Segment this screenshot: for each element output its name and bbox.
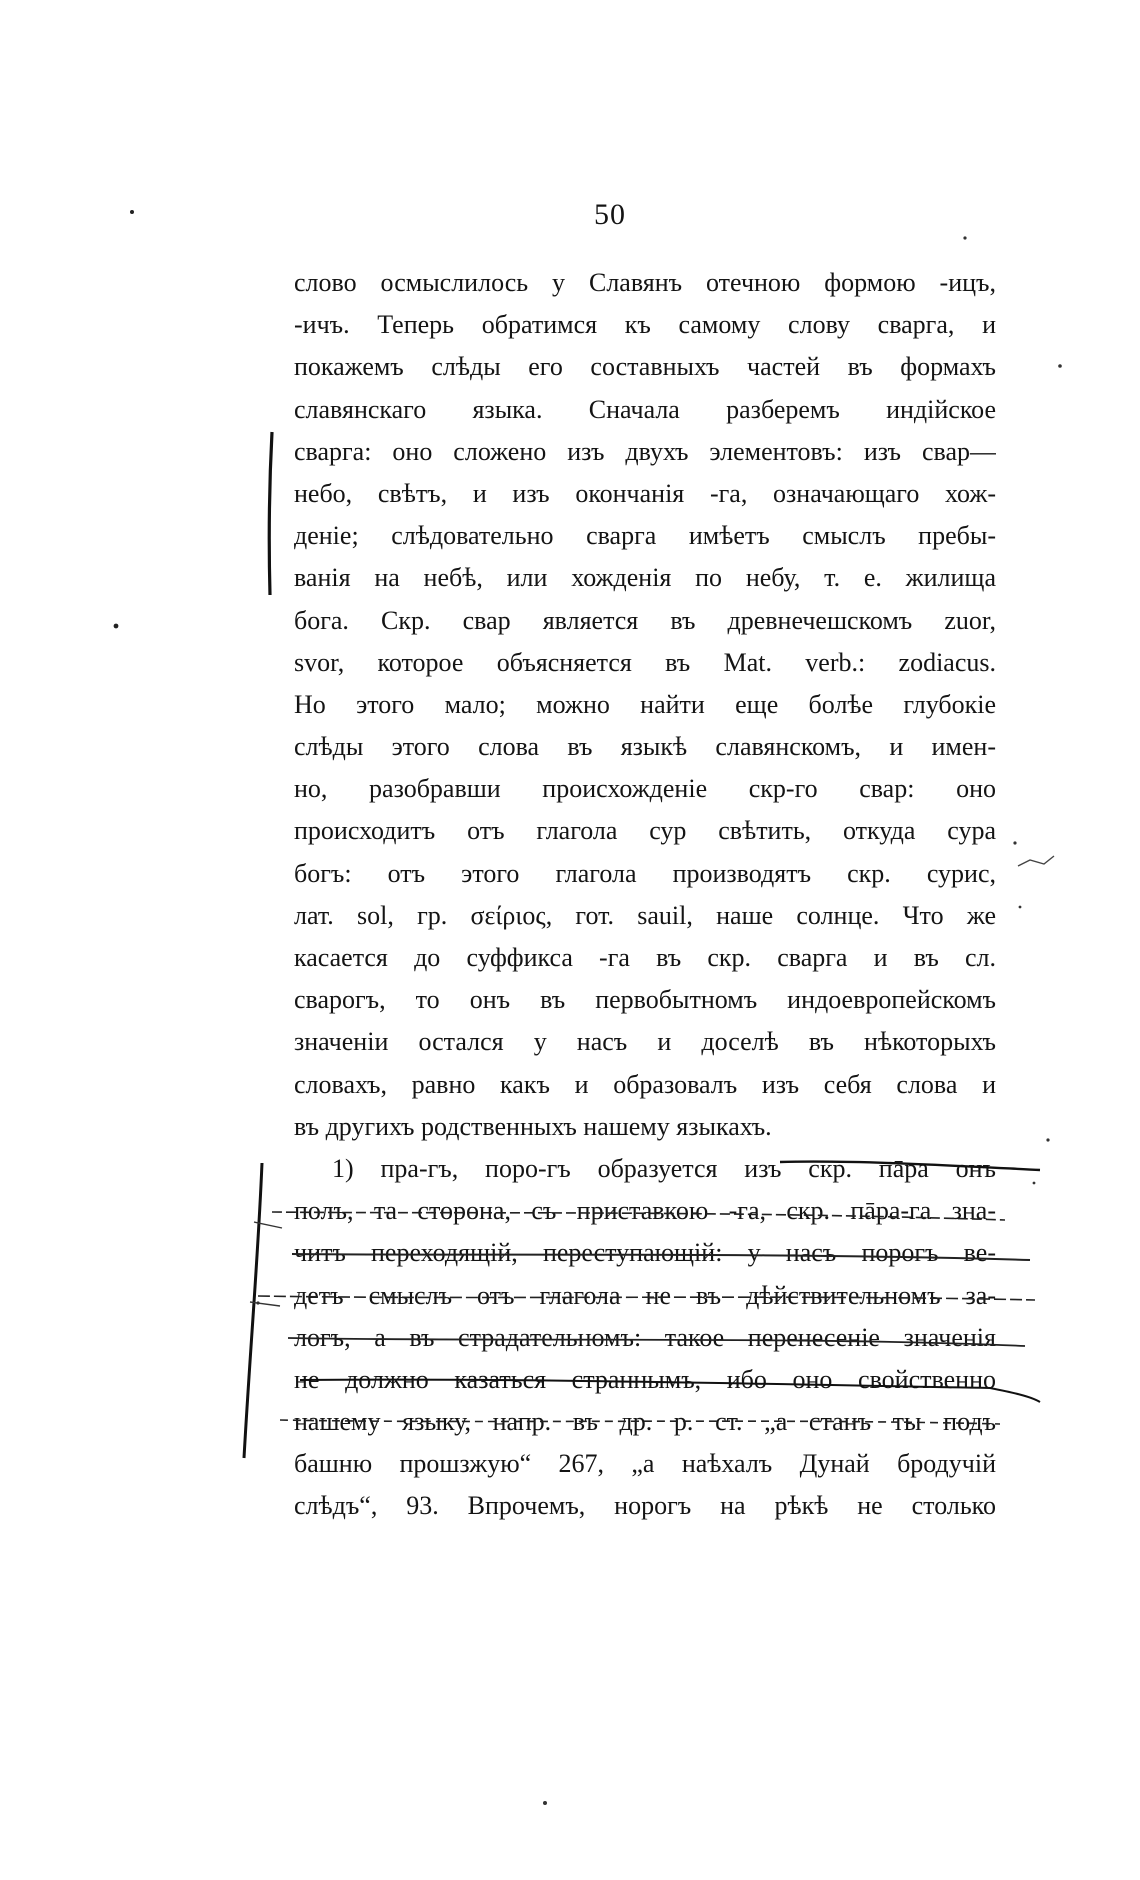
margin-tick xyxy=(250,1302,280,1306)
ink-speck xyxy=(1058,364,1062,368)
ink-speck xyxy=(114,624,119,629)
text-line-29: башню прошзжую“ 267, „а наѣхалъ Дунай бродучій xyxy=(294,1449,996,1479)
text-line-30: слѣдъ“, 93. Впрочемъ, норогъ на рѣкѣ не столько xyxy=(294,1491,996,1521)
text-line-27: не должно казаться страннымъ, ибо оно свойственно xyxy=(294,1364,996,1394)
text-line-11: Но этого мало; можно найти еще болѣе глубокіе xyxy=(294,689,996,719)
ink-speck xyxy=(130,210,134,214)
text-line-3: покажемъ слѣды его составныхъ частей въ формахъ xyxy=(294,352,996,382)
margin-bracket-upper xyxy=(269,432,272,595)
text-line-2: -ичъ. Теперь обратимся къ самому слову сварга, и xyxy=(294,310,996,340)
text-line-28: нашему языку, напр. въ др. р. ст. „а станъ ты подъ xyxy=(294,1407,996,1437)
text-line-12: слѣды этого слова въ языкѣ славянскомъ, и имен- xyxy=(294,732,996,762)
ink-speck xyxy=(963,236,966,239)
body-text xyxy=(294,262,996,1528)
margin-tick xyxy=(254,1222,282,1228)
ink-speck xyxy=(543,1801,547,1805)
text-line-1: слово осмыслилось у Славянъ отечною формою -ицъ, xyxy=(294,268,996,297)
text-line-23: полъ, та сторона, съ приставкою -га, скр. пāра-га зна- xyxy=(294,1196,996,1226)
text-line-16: лат. sol, гр. σείριος, гот. sauil, наше солнце. Что же xyxy=(294,900,996,930)
ink-speck xyxy=(1013,841,1016,844)
text-line-15: богъ: отъ этого глагола производятъ скр. сурис, xyxy=(294,858,996,888)
text-line-6: небо, свѣтъ, и изъ окончанія -га, означающаго хож- xyxy=(294,478,996,508)
text-line-19: значеніи остался у насъ и доселѣ въ нѣкоторыхъ xyxy=(294,1027,996,1057)
text-line-14: происходитъ отъ глагола сур свѣтить, откуда сура xyxy=(294,816,996,846)
text-line-8: ванія на небѣ, или хожденія по небу, т. е. жилища xyxy=(294,563,996,593)
text-line-24: читъ переходящій, переступающій: у насъ порогъ ве- xyxy=(294,1238,996,1268)
text-line-5: сварга: оно сложено изъ двухъ элементовъ: изъ свар— xyxy=(294,436,996,466)
text-line-4: славянскаго языка. Сначала разберемъ индійское xyxy=(294,394,996,424)
text-line-18: сварогъ, то онъ въ первобытномъ индоевропейскомъ xyxy=(294,985,996,1015)
text-line-13: но, разобравши происхожденіе скр-го свар: оно xyxy=(294,774,996,804)
ink-speck xyxy=(256,1301,259,1304)
text-line-21: въ другихъ родственныхъ нашему языкахъ. xyxy=(294,1111,772,1141)
text-line-22: 1) пра-гъ, поро-гъ образуется изъ скр. пāра онъ xyxy=(332,1153,996,1183)
text-line-26: логъ, а въ страдательномъ: такое перенесеніе значенія xyxy=(294,1322,996,1352)
ink-speck xyxy=(1033,1182,1036,1185)
text-line-9: бога. Скр. свар является въ древнечешскомъ zuor, xyxy=(294,605,996,635)
text-line-7: деніе; слѣдовательно сварга имѣетъ смыслъ пребы- xyxy=(294,521,996,551)
text-line-20: словахъ, равно какъ и образовалъ изъ себя слова и xyxy=(294,1069,996,1099)
ink-speck xyxy=(1019,906,1022,909)
ink-mark xyxy=(1018,856,1054,866)
ink-speck xyxy=(1046,1138,1049,1141)
margin-bracket-lower xyxy=(244,1163,262,1458)
text-line-17: касается до суффикса -га въ скр. сварга и въ сл. xyxy=(294,943,996,972)
page-number: 50 xyxy=(594,198,626,231)
text-line-10: svor, которое объясняется въ Mat. verb.: zodiacus. xyxy=(294,647,996,677)
text-line-25: детъ смыслъ отъ глагола не въ дѣйствительномъ за- xyxy=(294,1280,996,1310)
